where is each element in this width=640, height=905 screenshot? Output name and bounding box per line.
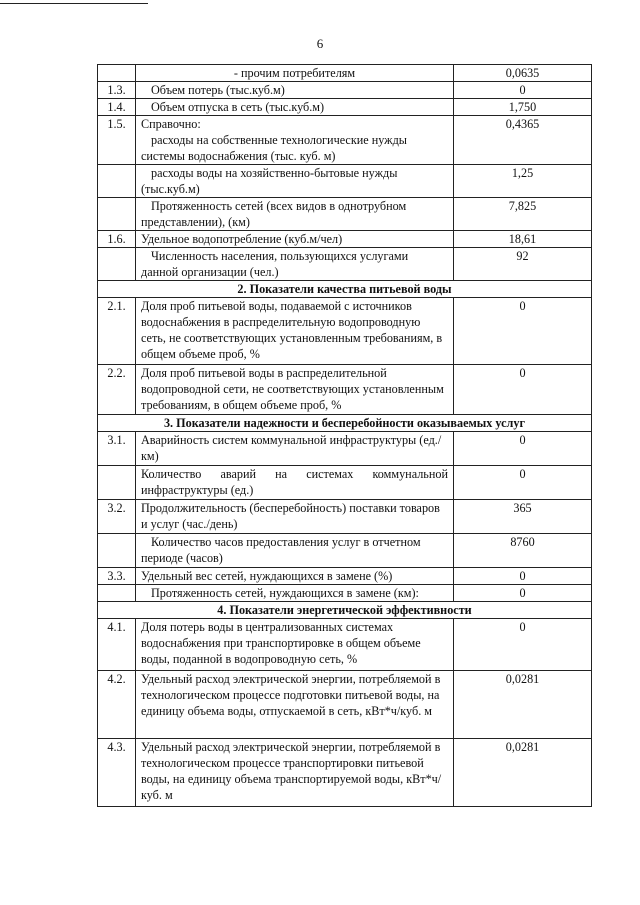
table-row xyxy=(98,432,592,466)
row-description: Численность населения, пользующихся услугами данной организации (чел.) xyxy=(136,248,454,281)
table-row xyxy=(98,500,592,534)
table-row xyxy=(98,739,592,807)
table-row xyxy=(98,65,592,82)
row-value: 0,0281 xyxy=(454,671,592,739)
row-description: Протяженность сетей (всех видов в однотрубном представлении), (км) xyxy=(136,198,454,231)
row-value: 0,0635 xyxy=(454,65,592,82)
table-row xyxy=(98,568,592,585)
row-value: 0 xyxy=(454,568,592,585)
row-number: 1.5. xyxy=(98,116,136,165)
row-number xyxy=(98,466,136,500)
row-description: Доля проб питьевой воды в распределительной водопроводной сети, не соответствующих установленным требованиям, в общем объеме проб, % xyxy=(136,365,454,415)
header-rule xyxy=(0,3,148,4)
row-number: 1.4. xyxy=(98,99,136,116)
table-row xyxy=(98,116,592,165)
row-value: 92 xyxy=(454,248,592,281)
row-value: 0 xyxy=(454,298,592,365)
row-description xyxy=(136,116,454,165)
table-row xyxy=(98,165,592,198)
row-description: Удельный расход электрической энергии, потребляемой в технологическом процессе транспортировки питьевой воды, на единицу объема транспортируемой воды, кВт*ч/куб. м xyxy=(136,739,454,807)
row-value: 0 xyxy=(454,466,592,500)
table-row xyxy=(98,619,592,671)
row-number: 3.2. xyxy=(98,500,136,534)
table-row xyxy=(98,671,592,739)
table-row xyxy=(98,99,592,116)
row-description: Удельный вес сетей, нуждающихся в замене (%) xyxy=(136,568,454,585)
row-description: Доля проб питьевой воды, подаваемой с источников водоснабжения в распределительную водопроводную сеть, не соответствующих установленным требованиям, в общем объеме проб, % xyxy=(136,298,454,365)
section-title: 4. Показатели энергетической эффективности xyxy=(98,602,592,619)
row-description: Аварийность систем коммунальной инфраструктуры (ед./км) xyxy=(136,432,454,466)
row-number xyxy=(98,165,136,198)
row-number: 2.1. xyxy=(98,298,136,365)
row-description-line: инфраструктуры (ед.) xyxy=(141,483,254,497)
row-value: 0 xyxy=(454,365,592,415)
section-header-row xyxy=(98,415,592,432)
reference-label: Справочно: xyxy=(141,117,201,131)
row-description: Продолжительность (бесперебойность) поставки товаров и услуг (час./день) xyxy=(136,500,454,534)
row-number xyxy=(98,534,136,568)
row-value: 8760 xyxy=(454,534,592,568)
row-value: 0 xyxy=(454,432,592,466)
table-row xyxy=(98,298,592,365)
row-value: 7,825 xyxy=(454,198,592,231)
row-value: 0 xyxy=(454,619,592,671)
section-header-row xyxy=(98,602,592,619)
row-number xyxy=(98,198,136,231)
table-row xyxy=(98,365,592,415)
row-description: - прочим потребителям xyxy=(136,65,454,82)
row-value: 0 xyxy=(454,82,592,99)
row-value: 18,61 xyxy=(454,231,592,248)
page-number: 6 xyxy=(316,36,324,51)
row-description: Удельный расход электрической энергии, потребляемой в технологическом процессе подготовки питьевой воды, на единицу объема воды, отпускаемой в сеть, кВт*ч/куб. м xyxy=(136,671,454,739)
section-title: 2. Показатели качества питьевой воды xyxy=(98,281,592,298)
row-description: Удельное водопотребление (куб.м/чел) xyxy=(136,231,454,248)
table-row xyxy=(98,198,592,231)
row-number: 3.3. xyxy=(98,568,136,585)
row-number: 2.2. xyxy=(98,365,136,415)
row-number: 4.2. xyxy=(98,671,136,739)
table-row xyxy=(98,466,592,500)
row-value: 0,4365 xyxy=(454,116,592,165)
row-number: 1.6. xyxy=(98,231,136,248)
table-row xyxy=(98,585,592,602)
row-value: 0 xyxy=(454,585,592,602)
row-description: расходы воды на хозяйственно-бытовые нужды (тыс.куб.м) xyxy=(136,165,454,198)
row-description: Объем потерь (тыс.куб.м) xyxy=(136,82,454,99)
row-number: 4.3. xyxy=(98,739,136,807)
row-number: 1.3. xyxy=(98,82,136,99)
indicators-table xyxy=(97,64,592,807)
table-row xyxy=(98,534,592,568)
row-description-line: Количество аварий на системах коммунальной xyxy=(141,467,448,481)
row-description: Количество часов предоставления услуг в отчетном периоде (часов) xyxy=(136,534,454,568)
row-description xyxy=(136,466,454,500)
row-number xyxy=(98,248,136,281)
row-value: 1,25 xyxy=(454,165,592,198)
row-description: Объем отпуска в сеть (тыс.куб.м) xyxy=(136,99,454,116)
table-row xyxy=(98,82,592,99)
section-title: 3. Показатели надежности и бесперебойности оказываемых услуг xyxy=(98,415,592,432)
table-row xyxy=(98,248,592,281)
row-number: 3.1. xyxy=(98,432,136,466)
row-description: Протяженность сетей, нуждающихся в замене (км): xyxy=(136,585,454,602)
row-value: 1,750 xyxy=(454,99,592,116)
row-number: 4.1. xyxy=(98,619,136,671)
row-value: 0,0281 xyxy=(454,739,592,807)
section-header-row xyxy=(98,281,592,298)
row-value: 365 xyxy=(454,500,592,534)
row-description: Доля потерь воды в централизованных системах водоснабжения при транспортировке в общем объеме воды, поданной в водопроводную сеть, % xyxy=(136,619,454,671)
table-row xyxy=(98,231,592,248)
row-number xyxy=(98,65,136,82)
row-description-text: расходы на собственные технологические нужды системы водоснабжения (тыс. куб. м) xyxy=(141,133,407,163)
row-number xyxy=(98,585,136,602)
